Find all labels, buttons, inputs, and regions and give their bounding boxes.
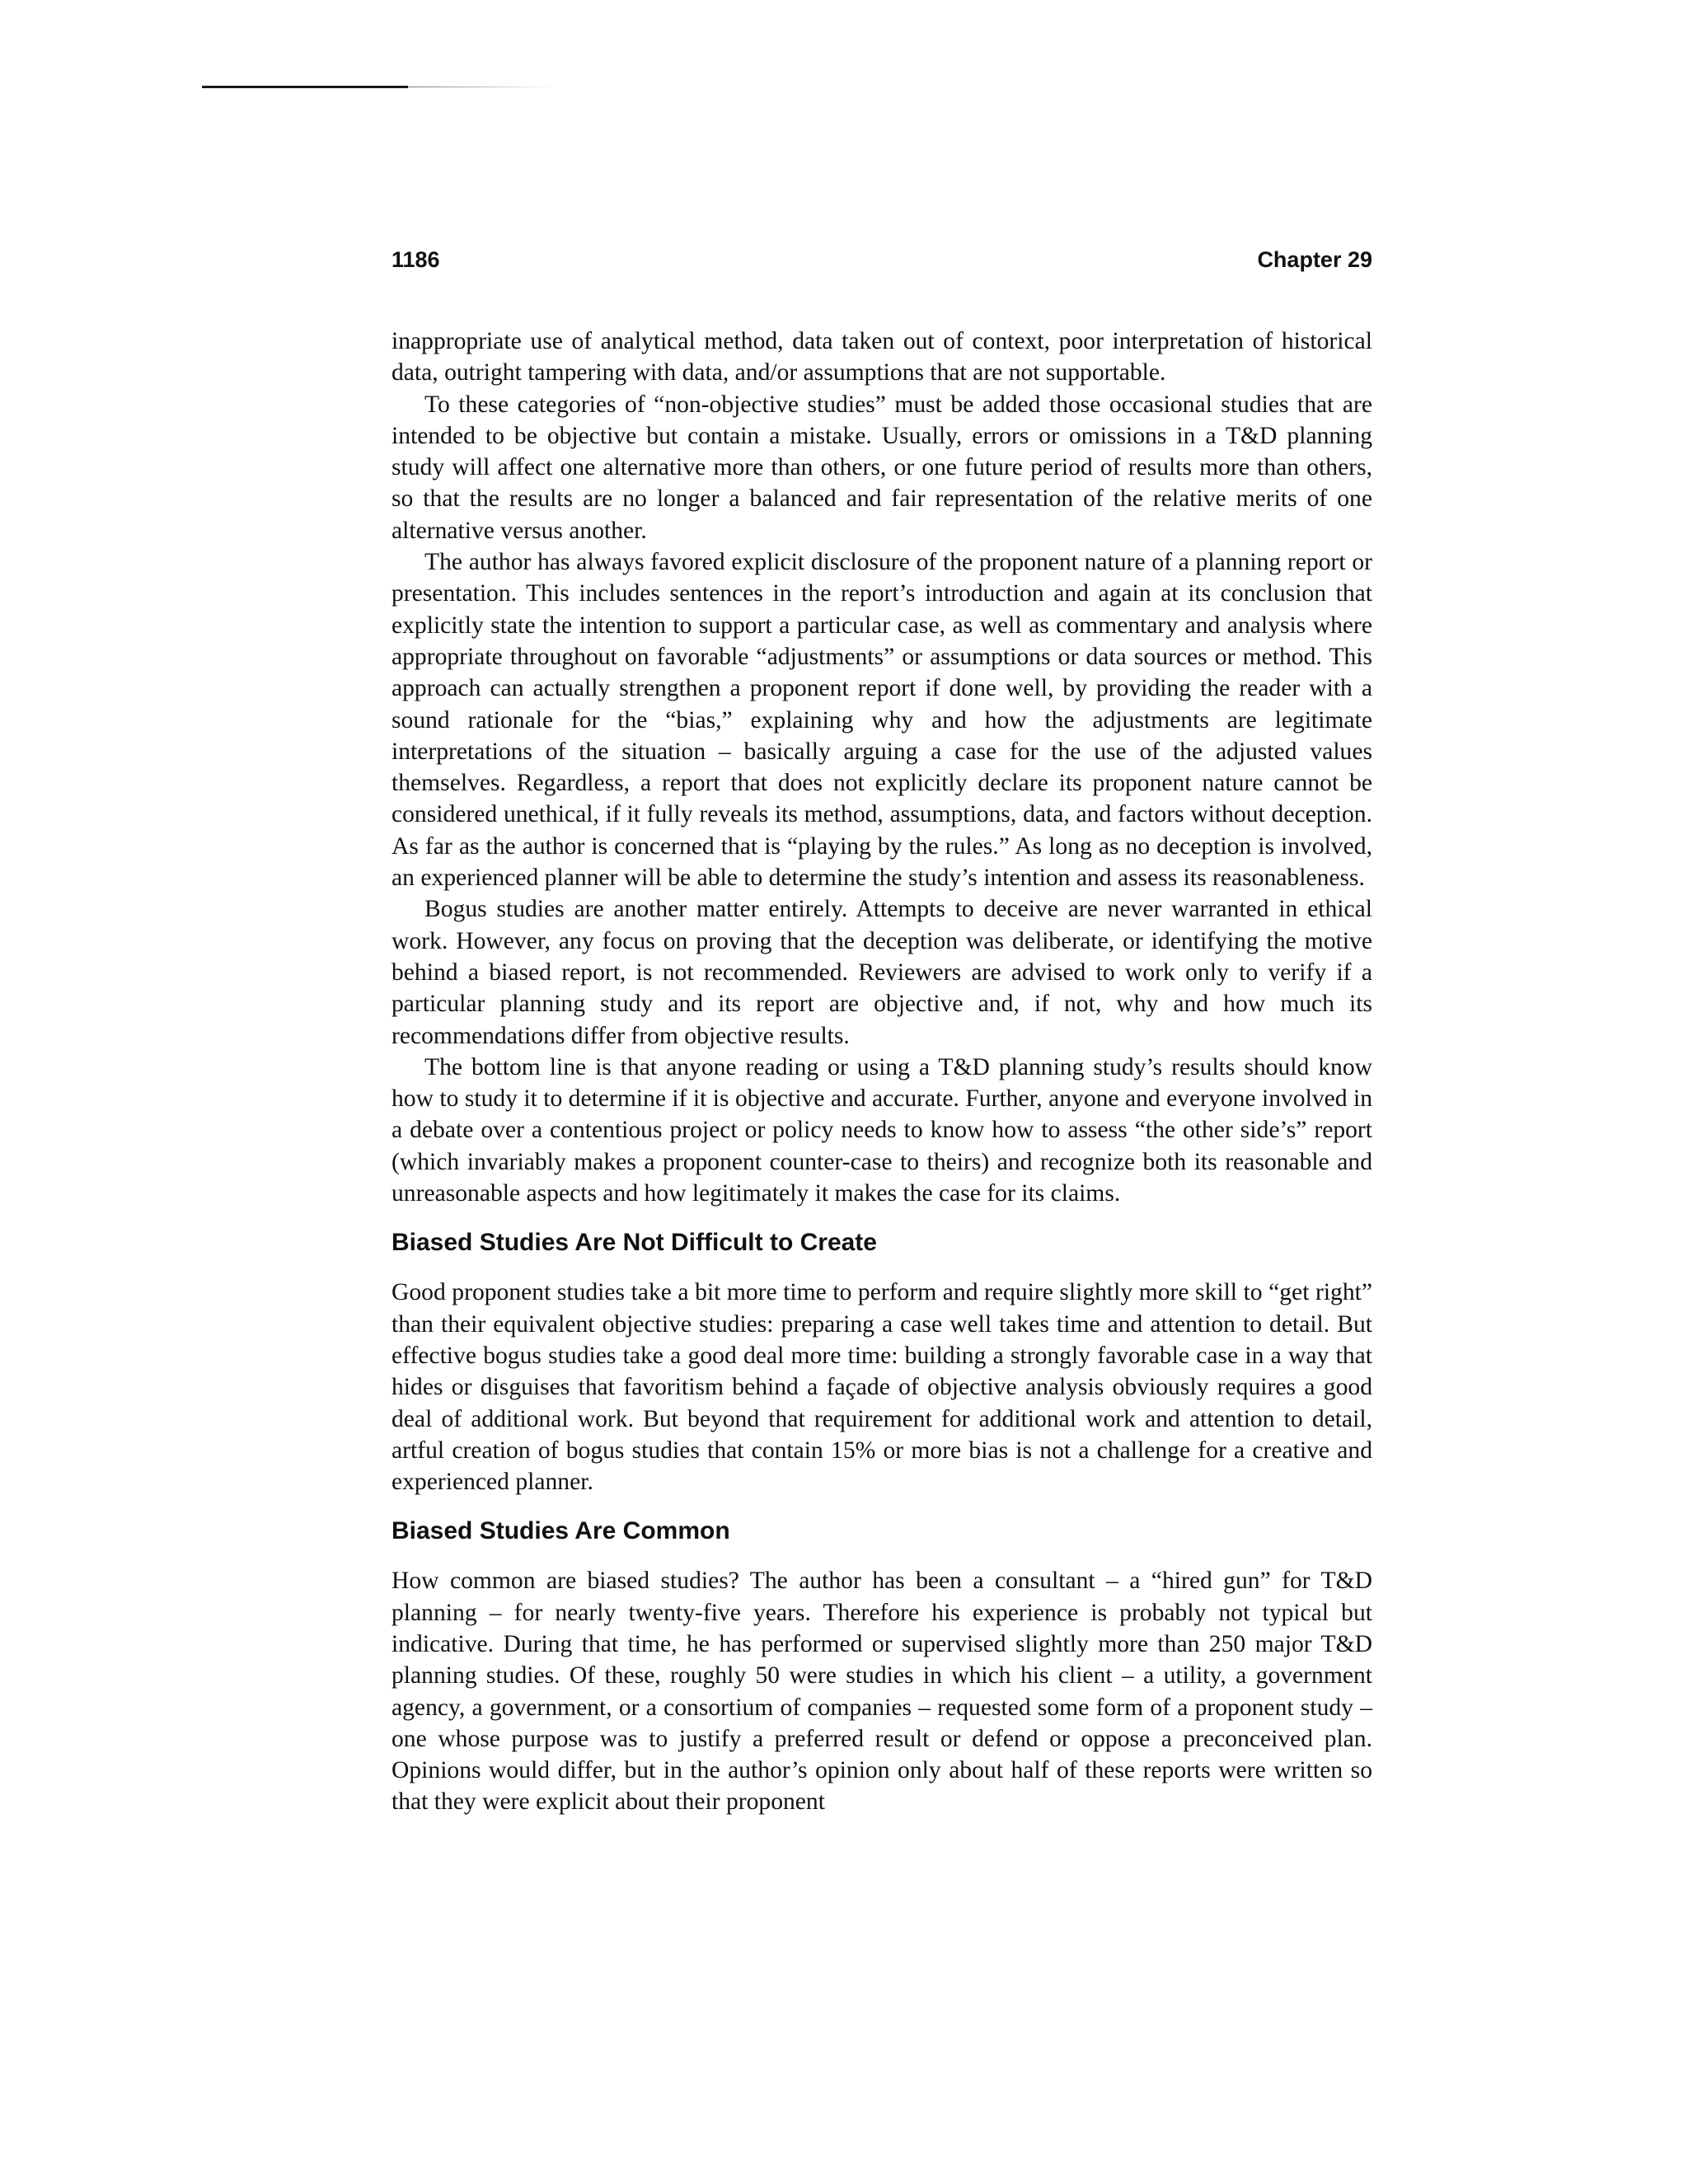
paragraph-3: The author has always favored explicit disclosure of the proponent nature of a planning report or presentation. This includes sentences in the report’s introduction and again at its conclusion that explicitly state the intention to support a particular case, as well as commentary and analysis where appropriate throughout on favorable “adjustments” or assumptions or data sources or method. This approach can actually strengthen a proponent report if done well, by providing the reader with a sound rationale for the “bias,” explaining why and how the adjustments are legitimate interpretations of the situation – basically arguing a case for the use of the adjusted values themselves. Regardless, a report that does not explicitly declare its proponent nature cannot be considered unethical, if it fully reveals its method, assumptions, data, and factors without deception. As far as the author is concerned that is “playing by the rules.” As long as no deception is involved, an experienced planner will be able to determine the study’s intention and assess its reasonableness. — [392, 549, 1372, 892]
top-rule — [202, 86, 408, 88]
chapter-label: Chapter 29 — [1257, 247, 1372, 272]
page-number: 1186 — [392, 247, 440, 272]
paragraph-7: How common are biased studies? The author has been a consultant – a “hired gun” for T&D planning – for nearly twenty-five years. Therefore his experience is probably not typical but indicative. During that time, he has performed or supervised slightly more than 250 major T&D planning studies. Of these, roughly 50 were studies in which his client – a utility, a government agency, a government, or a consortium of companies – requested some form of a proponent study – one whose purpose was to justify a preferred result or defend or oppose a preconceived plan. Opinions would differ, but in the author’s opinion only about half of these reports were written so that they were explicit about their proponent — [392, 1568, 1372, 1816]
section-heading-biased-studies-common: Biased Studies Are Common — [392, 1517, 730, 1545]
running-head — [392, 247, 1372, 280]
page-body — [392, 326, 1372, 1818]
paragraph-2: To these categories of “non-objective studies” must be added those occasional studies that are intended to be objective but contain a mistake. Usually, errors or omissions in a T&D planning study will affect one alternative more than others, or one future period of results more than others, so that the results are no longer a balanced and fair representation of the relative merits of one alternative versus another. — [392, 391, 1372, 544]
paragraph-1: inappropriate use of analytical method, data taken out of context, poor interpretation of historical data, outright tampering with data, and/or assumptions that are not supportable. — [392, 328, 1372, 387]
paragraph-5: The bottom line is that anyone reading or using a T&D planning study’s results should know how to study it to determine if it is objective and accurate. Further, anyone and everyone involved in a debate over a contentious project or policy needs to know how to assess “the other side’s” report (which invariably makes a proponent counter-case to theirs) and recognize both its reasonable and unreasonable aspects and how legitimately it makes the case for its claims. — [392, 1053, 1372, 1207]
paragraph-6: Good proponent studies take a bit more time to perform and require slightly more skill to “get right” than their equivalent objective studies: preparing a case well takes time and attention to detail. But effective bogus studies take a good deal more time: building a strongly favorable case in a way that hides or disguises that favoritism behind a façade of objective analysis obviously requires a good deal of additional work. But beyond that requirement for additional work and attention to detail, artful creation of bogus studies that contain 15% or more bias is not a challenge for a creative and experienced planner. — [392, 1279, 1372, 1496]
paragraph-4: Bogus studies are another matter entirely. Attempts to deceive are never warranted in ethical work. However, any focus on proving that the deception was deliberate, or identifying the motive behind a biased report, is not recommended. Reviewers are advised to work only to verify if a particular planning study and its report are objective and, if not, why and how much its recommendations differ from objective results. — [392, 896, 1372, 1049]
section-heading-biased-studies-not-difficult: Biased Studies Are Not Difficult to Create — [392, 1229, 877, 1257]
